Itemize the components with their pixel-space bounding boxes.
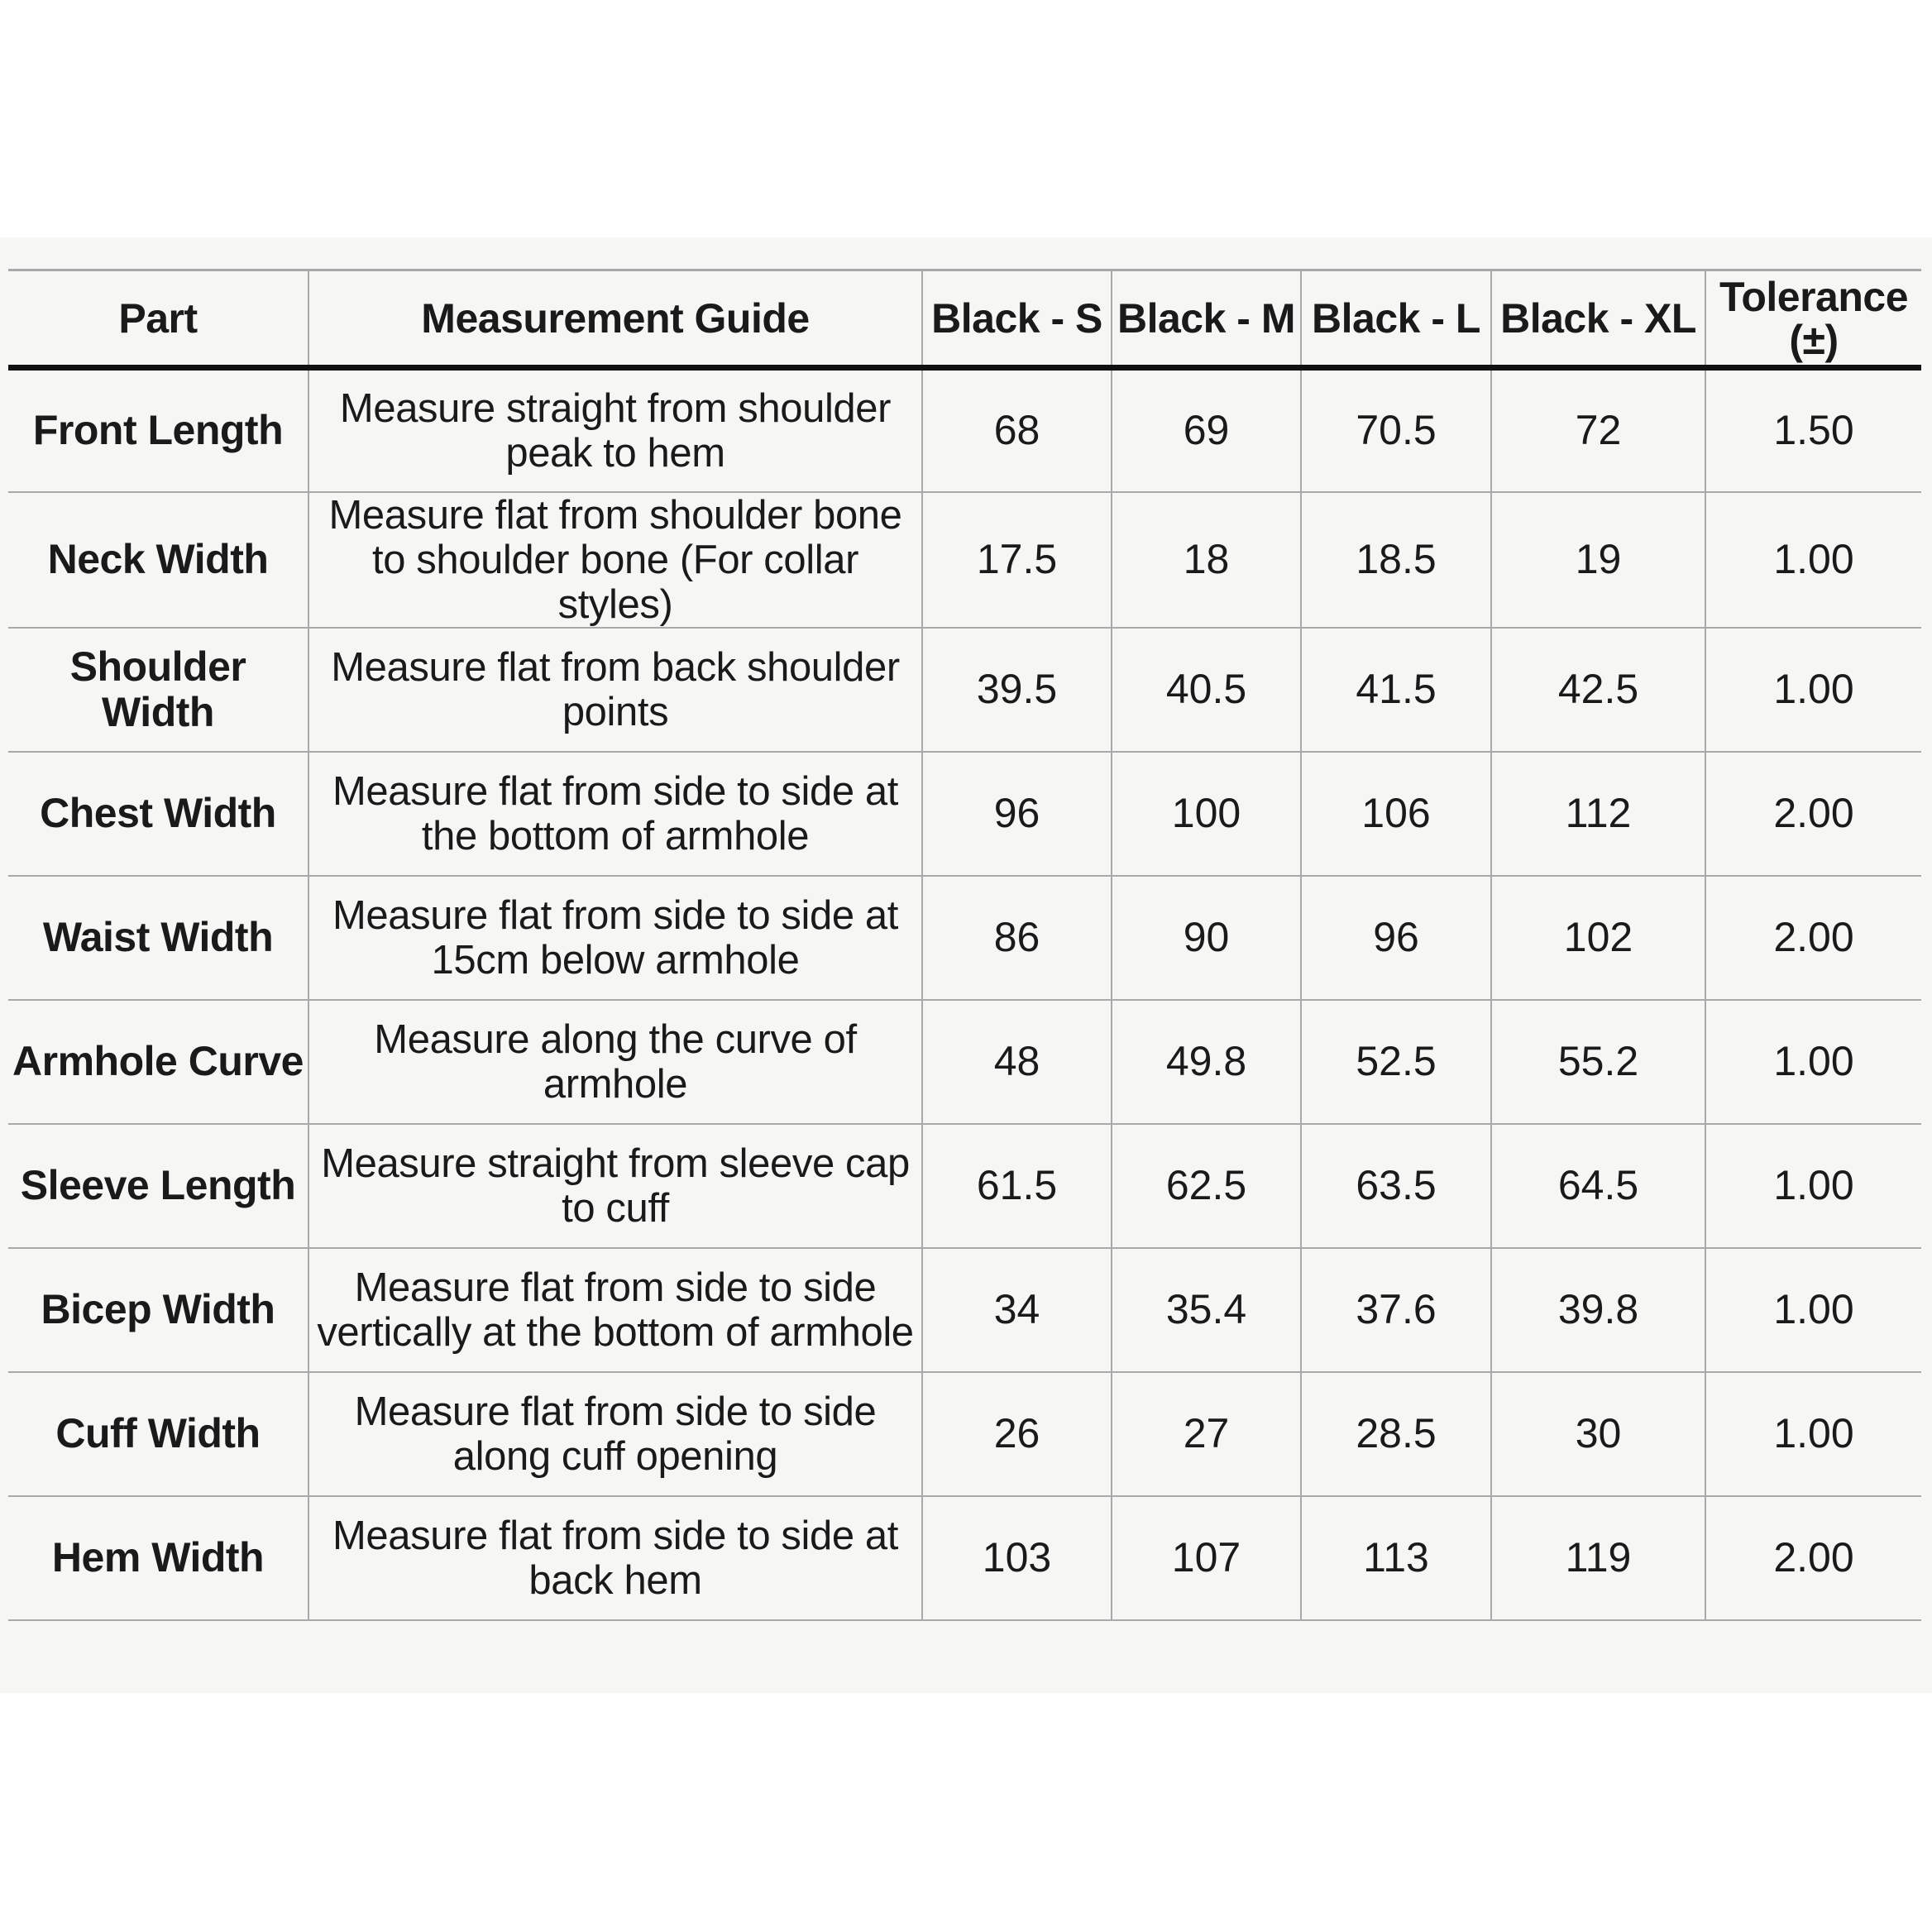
cell-size-l: 96 xyxy=(1301,876,1491,1000)
cell-size-s: 48 xyxy=(922,1000,1112,1124)
cell-size-m: 107 xyxy=(1112,1496,1301,1620)
cell-guide: Measure along the curve of armhole xyxy=(308,1000,922,1124)
cell-guide: Measure flat from side to side along cuff opening xyxy=(308,1372,922,1496)
cell-size-s: 86 xyxy=(922,876,1112,1000)
cell-part: Front Length xyxy=(8,368,308,492)
cell-part: Bicep Width xyxy=(8,1248,308,1372)
cell-size-m: 27 xyxy=(1112,1372,1301,1496)
table-header xyxy=(8,270,1921,368)
cell-guide: Measure flat from shoulder bone to shoulder bone (For collar styles) xyxy=(308,492,922,628)
header-part: Part xyxy=(8,270,308,368)
header-row xyxy=(8,270,1921,368)
cell-tolerance: 1.50 xyxy=(1705,368,1921,492)
table-row xyxy=(8,876,1921,1000)
cell-guide: Measure flat from side to side at the bottom of armhole xyxy=(308,752,922,876)
cell-size-xl: 64.5 xyxy=(1491,1124,1705,1248)
header-black-m: Black - M xyxy=(1112,270,1301,368)
cell-part: Chest Width xyxy=(8,752,308,876)
cell-size-s: 68 xyxy=(922,368,1112,492)
cell-size-m: 40.5 xyxy=(1112,628,1301,752)
cell-size-m: 100 xyxy=(1112,752,1301,876)
cell-tolerance: 1.00 xyxy=(1705,492,1921,628)
table-row xyxy=(8,492,1921,628)
cell-guide: Measure straight from sleeve cap to cuff xyxy=(308,1124,922,1248)
cell-size-m: 35.4 xyxy=(1112,1248,1301,1372)
cell-size-s: 96 xyxy=(922,752,1112,876)
header-black-l: Black - L xyxy=(1301,270,1491,368)
cell-size-l: 28.5 xyxy=(1301,1372,1491,1496)
cell-size-m: 90 xyxy=(1112,876,1301,1000)
cell-size-xl: 72 xyxy=(1491,368,1705,492)
cell-size-l: 63.5 xyxy=(1301,1124,1491,1248)
cell-tolerance: 1.00 xyxy=(1705,1372,1921,1496)
cell-size-xl: 112 xyxy=(1491,752,1705,876)
table-row xyxy=(8,752,1921,876)
header-measurement-guide: Measurement Guide xyxy=(308,270,922,368)
cell-size-s: 61.5 xyxy=(922,1124,1112,1248)
cell-size-m: 69 xyxy=(1112,368,1301,492)
table-row xyxy=(8,1248,1921,1372)
cell-tolerance: 1.00 xyxy=(1705,1000,1921,1124)
cell-part: Cuff Width xyxy=(8,1372,308,1496)
cell-tolerance: 2.00 xyxy=(1705,1496,1921,1620)
cell-size-xl: 19 xyxy=(1491,492,1705,628)
cell-size-xl: 55.2 xyxy=(1491,1000,1705,1124)
cell-tolerance: 2.00 xyxy=(1705,876,1921,1000)
table-row xyxy=(8,1000,1921,1124)
cell-size-m: 62.5 xyxy=(1112,1124,1301,1248)
header-tolerance: Tolerance (±) xyxy=(1705,270,1921,368)
table-body xyxy=(8,368,1921,1620)
table-row xyxy=(8,1372,1921,1496)
cell-guide: Measure flat from back shoulder points xyxy=(308,628,922,752)
table-row xyxy=(8,368,1921,492)
cell-size-xl: 42.5 xyxy=(1491,628,1705,752)
cell-part: Sleeve Length xyxy=(8,1124,308,1248)
cell-guide: Measure flat from side to side at 15cm below armhole xyxy=(308,876,922,1000)
cell-size-s: 39.5 xyxy=(922,628,1112,752)
cell-tolerance: 1.00 xyxy=(1705,1124,1921,1248)
cell-size-s: 26 xyxy=(922,1372,1112,1496)
cell-size-l: 18.5 xyxy=(1301,492,1491,628)
cell-guide: Measure straight from shoulder peak to hem xyxy=(308,368,922,492)
cell-part: Waist Width xyxy=(8,876,308,1000)
cell-size-xl: 102 xyxy=(1491,876,1705,1000)
cell-size-xl: 119 xyxy=(1491,1496,1705,1620)
header-black-xl: Black - XL xyxy=(1491,270,1705,368)
cell-size-s: 103 xyxy=(922,1496,1112,1620)
table-row xyxy=(8,628,1921,752)
cell-size-xl: 39.8 xyxy=(1491,1248,1705,1372)
cell-size-m: 49.8 xyxy=(1112,1000,1301,1124)
cell-size-m: 18 xyxy=(1112,492,1301,628)
cell-guide: Measure flat from side to side at back hem xyxy=(308,1496,922,1620)
header-black-s: Black - S xyxy=(922,270,1112,368)
cell-size-s: 34 xyxy=(922,1248,1112,1372)
cell-size-xl: 30 xyxy=(1491,1372,1705,1496)
cell-tolerance: 1.00 xyxy=(1705,1248,1921,1372)
cell-size-l: 113 xyxy=(1301,1496,1491,1620)
cell-size-l: 52.5 xyxy=(1301,1000,1491,1124)
cell-size-l: 41.5 xyxy=(1301,628,1491,752)
cell-part: Shoulder Width xyxy=(8,628,308,752)
cell-part: Armhole Curve xyxy=(8,1000,308,1124)
table-row xyxy=(8,1124,1921,1248)
cell-part: Neck Width xyxy=(8,492,308,628)
cell-tolerance: 1.00 xyxy=(1705,628,1921,752)
cell-tolerance: 2.00 xyxy=(1705,752,1921,876)
size-spec-table xyxy=(8,269,1921,1621)
cell-size-l: 37.6 xyxy=(1301,1248,1491,1372)
cell-size-l: 106 xyxy=(1301,752,1491,876)
cell-size-s: 17.5 xyxy=(922,492,1112,628)
cell-part: Hem Width xyxy=(8,1496,308,1620)
cell-size-l: 70.5 xyxy=(1301,368,1491,492)
table-row xyxy=(8,1496,1921,1620)
cell-guide: Measure flat from side to side vertically at the bottom of armhole xyxy=(308,1248,922,1372)
